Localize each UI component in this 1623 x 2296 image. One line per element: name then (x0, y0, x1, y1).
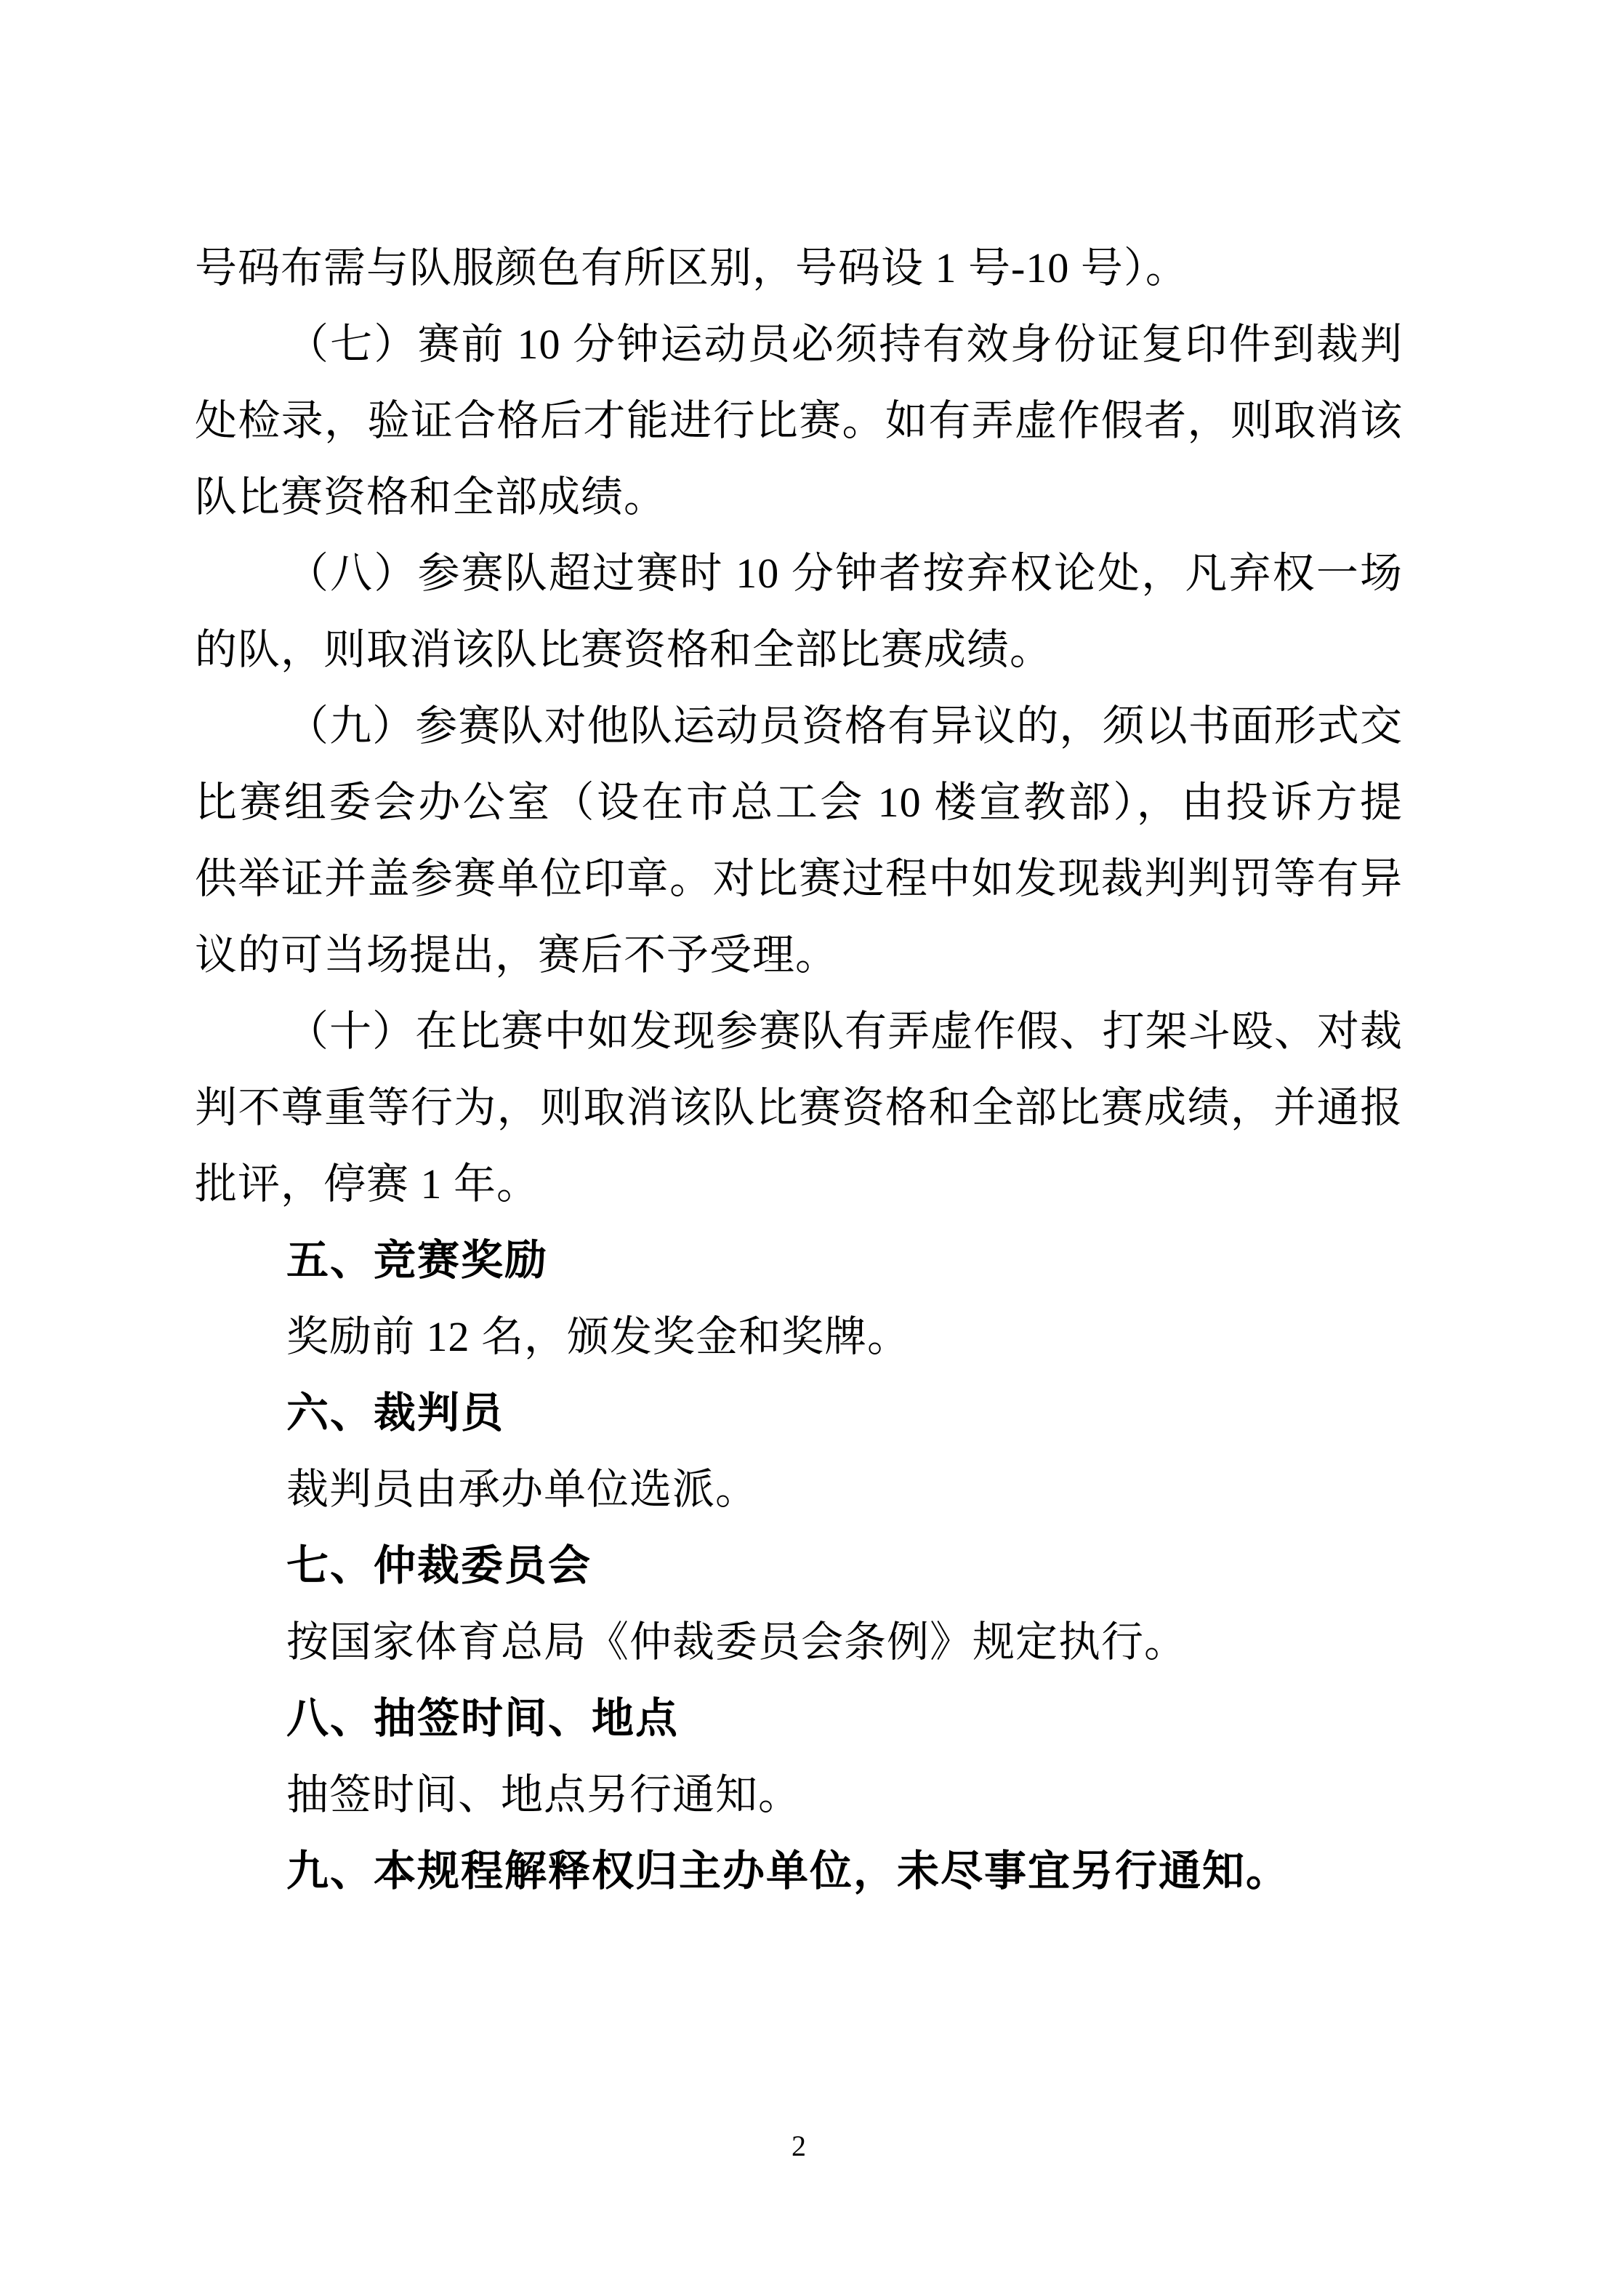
item-7-paragraph-line-2: 处检录，验证合格后才能进行比赛。如有弄虚作假者，则取消该 (195, 397, 1403, 444)
item-8-paragraph-line-2: 的队，则取消该队比赛资格和全部比赛成绩。 (195, 626, 1053, 673)
item-7-paragraph-line-3: 队比赛资格和全部成绩。 (195, 473, 667, 521)
item-9-paragraph-line-1: （九）参赛队对他队运动员资格有异议的，须以书面形式交 (286, 702, 1403, 750)
section-6-body-line: 裁判员由承办单位选派。 (286, 1466, 759, 1513)
section-7-body-line: 按国家体育总局《仲裁委员会条例》规定执行。 (286, 1618, 1188, 1666)
page-footer (195, 2129, 1403, 2164)
section-6-heading: 六、裁判员 (286, 1389, 505, 1437)
item-8-paragraph-line-1: （八）参赛队超过赛时 10 分钟者按弃权论处，凡弃权一场 (286, 550, 1403, 597)
section-5-body-line: 奖励前 12 名，颁发奖金和奖牌。 (286, 1313, 911, 1360)
item-7-paragraph-line-1: （七）赛前 10 分钟运动员必须持有效身份证复印件到裁判 (286, 321, 1403, 368)
item-10-paragraph-line-3: 批评，停赛 1 年。 (195, 1160, 540, 1208)
document-body (195, 230, 1403, 1909)
item-9-paragraph-line-3: 供举证并盖参赛单位印章。对比赛过程中如发现裁判判罚等有异 (195, 855, 1403, 902)
continued-paragraph-line: 号码布需与队服颜色有所区别，号码设 1 号-10 号）。 (195, 244, 1188, 292)
item-9-paragraph-line-4: 议的可当场提出，赛后不予受理。 (195, 931, 839, 979)
section-9-heading: 九、本规程解释权归主办单位，未尽事宜另行通知。 (286, 1847, 1290, 1895)
page-number: 2 (792, 2130, 806, 2162)
item-10-paragraph-line-2: 判不尊重等行为，则取消该队比赛资格和全部比赛成绩，并通报 (195, 1084, 1403, 1131)
section-8-body-line: 抽签时间、地点另行通知。 (286, 1771, 802, 1818)
section-7-heading: 七、仲裁委员会 (286, 1542, 592, 1589)
item-9-paragraph-line-2: 比赛组委会办公室（设在市总工会 10 楼宣教部），由投诉方提 (195, 779, 1403, 826)
section-5-heading: 五、竞赛奖励 (286, 1237, 549, 1284)
item-10-paragraph-line-1: （十）在比赛中如发现参赛队有弄虚作假、打架斗殴、对裁 (286, 1008, 1403, 1055)
section-8-heading: 八、抽签时间、地点 (286, 1695, 680, 1742)
